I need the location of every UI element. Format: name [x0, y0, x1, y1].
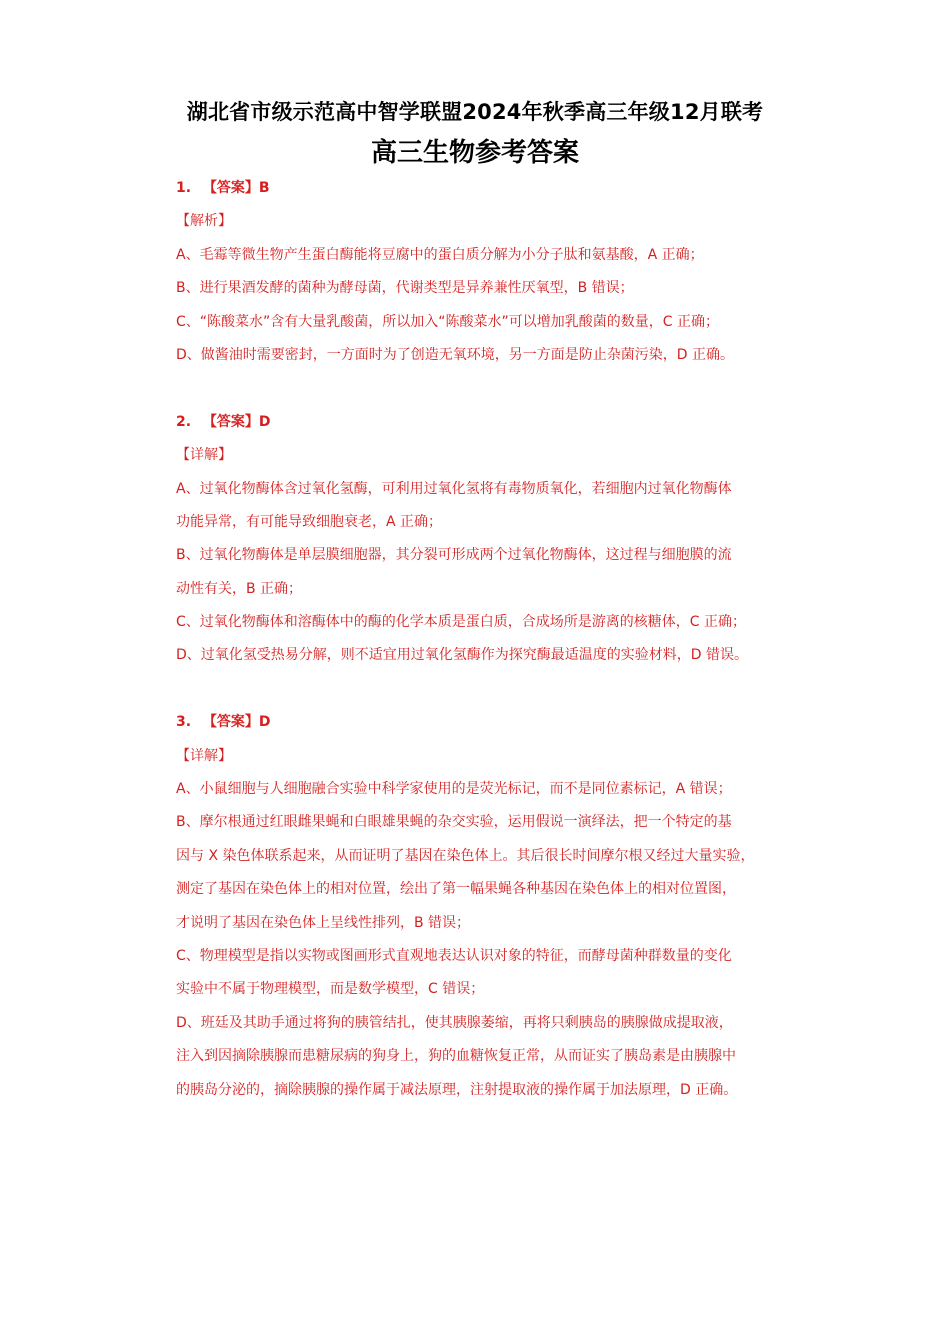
- explanation-label: 【详解】: [176, 447, 232, 464]
- answer-content: [176, 172, 786, 1107]
- explanation-line: D、做酱油时需要密封，一方面时为了创造无氧环境，另一方面是防止杂菌污染，D 正确。: [176, 346, 735, 363]
- answer-value: 【答案】D: [202, 714, 271, 731]
- explanation-line: 因与 X 染色体联系起来，从而证明了基因在染色体上。其后很长时间摩尔根又经过大量实验，: [176, 847, 755, 864]
- explanation-line: 注入到因摘除胰腺而患糖尿病的狗身上，狗的血糖恢复正常，从而证实了胰岛素是由胰腺中: [176, 1048, 736, 1065]
- explanation-label: 【解析】: [176, 213, 232, 230]
- explanation-line: D、班廷及其助手通过将狗的胰管结扎，使其胰腺萎缩，再将只剩胰岛的胰腺做成提取液，: [176, 1014, 733, 1031]
- explanation-line: 的胰岛分泌的，摘除胰腺的操作属于减法原理，注射提取液的操作属于加法原理，D 正确。: [176, 1081, 738, 1098]
- answer-heading: [176, 172, 786, 205]
- explanation-line: C、“陈酸菜水”含有大量乳酸菌，所以加入“陈酸菜水”可以增加乳酸菌的数量，C 正确；: [176, 313, 720, 330]
- explanation-line: D、过氧化氢受热易分解，则不适宜用过氧化氢酶作为探究酶最适温度的实验材料，D 错误。: [176, 647, 749, 664]
- question-1: [176, 172, 786, 372]
- explanation-line: A、过氧化物酶体含过氧化氢酶，可利用过氧化氢将有毒物质氧化，若细胞内过氧化物酶体: [176, 480, 732, 497]
- spacer: [176, 372, 786, 405]
- answer-heading: [176, 406, 786, 439]
- explanation-line: C、物理模型是指以实物或图画形式直观地表达认识对象的特征，而酵母菌种群数量的变化: [176, 947, 732, 964]
- exam-title: 湖北省市级示范高中智学联盟2024年秋季高三年级12月联考: [186, 100, 764, 124]
- question-number: 2.: [176, 413, 192, 430]
- explanation-line: B、摩尔根通过红眼雌果蝇和白眼雄果蝇的杂交实验，运用假说一演绎法，把一个特定的基: [176, 814, 732, 831]
- question-3: [176, 706, 786, 1107]
- explanation-line: A、小鼠细胞与人细胞融合实验中科学家使用的是荧光标记，而不是同位素标记，A 错误；: [176, 781, 732, 798]
- explanation-line: 动性有关，B 正确；: [176, 580, 303, 597]
- document-subtitle: 高三生物参考答案: [370, 138, 579, 168]
- answer-value: 【答案】B: [202, 180, 270, 196]
- answer-value: 【答案】D: [202, 413, 271, 430]
- explanation-line: 功能异常，有可能导致细胞衰老，A 正确；: [176, 513, 443, 530]
- question-number: 3.: [176, 714, 192, 731]
- question-2: [176, 406, 786, 673]
- explanation-line: B、过氧化物酶体是单层膜细胞器，其分裂可形成两个过氧化物酶体，这过程与细胞膜的流: [176, 547, 732, 564]
- explanation-line: A、毛霉等微生物产生蛋白酶能将豆腐中的蛋白质分解为小分子肽和氨基酸，A 正确；: [176, 246, 704, 263]
- explanation-line: 测定了基因在染色体上的相对位置，绘出了第一幅果蝇各种基因在染色体上的相对位置图，: [176, 881, 736, 898]
- explanation-line: B、进行果酒发酵的菌种为酵母菌，代谢类型是异养兼性厌氧型，B 错误；: [176, 280, 634, 297]
- explanation-line: 才说明了基因在染色体上呈线性排列，B 错误；: [176, 914, 471, 931]
- answer-heading: [176, 706, 786, 739]
- explanation-label: 【详解】: [176, 747, 232, 764]
- question-number: 1.: [176, 180, 192, 196]
- explanation-line: C、过氧化物酶体和溶酶体中的酶的化学本质是蛋白质，合成场所是游离的核糖体，C 正确；: [176, 614, 746, 631]
- explanation-line: 实验中不属于物理模型，而是数学模型，C 错误；: [176, 981, 485, 998]
- spacer: [176, 673, 786, 706]
